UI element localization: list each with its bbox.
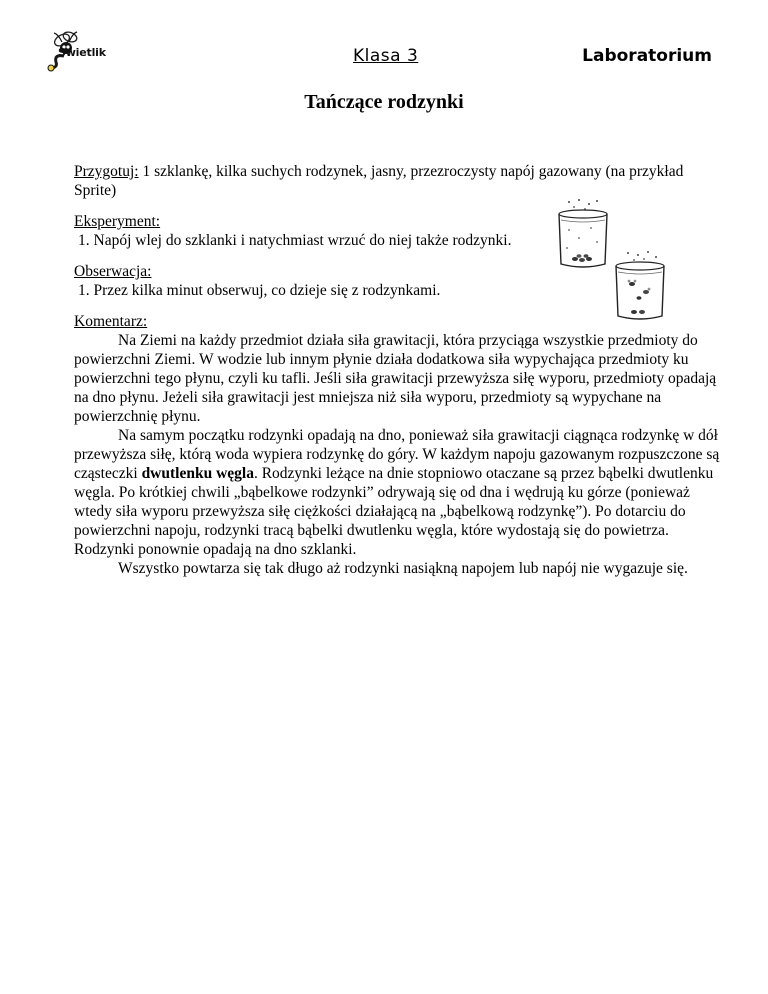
prepare-text: 1 szklankę, kilka suchych rodzynek, jasny, przezroczysty napój gazowany (na przykład Sprite) [74,163,684,199]
experiment-section [74,212,544,250]
observation-label: Obserwacja: [74,263,152,280]
prepare-section [74,162,724,200]
page-title: Tańczące rodzynki [304,91,464,113]
comment-paragraph-1: Na Ziemi na każdy przedmiot działa siła grawitacji, która przyciąga wszystkie przedmioty do powierzchni Ziemi. W wodzie lub innym płynie działa dodatkowa siła wypychająca przedmioty ku powierzchni tego płynu, czyli ku tafli. Jeśli siła grawitacji przewyższa siłę wyporu, przedmioty opadają na dno płynu. Jeżeli siła grawitacji jest mniejsza niż siła wyporu, przedmioty są wypychane na powierzchnię płynu. [74,332,717,425]
comment-paragraph-3: Wszystko powtarza się tak długo aż rodzynki nasiąkną napojem lub napój nie wygazuje się. [118,560,688,577]
comment-p2-bold: dwutlenku węgla [141,465,254,482]
observation-section [74,262,544,300]
experiment-step-1: 1. Napój wlej do szklanki i natychmiast wrzuć do niej także rodzynki. [78,232,512,249]
comment-section [74,312,724,578]
comment-paragraph-2 [74,426,724,559]
experiment-label: Eksperyment: [74,213,161,230]
class-label: Klasa 3 [353,46,419,66]
glass-raisins-bottom-icon [555,198,611,275]
section-label: Laboratorium [582,46,712,66]
logo-wordmark: Swietlik [58,46,106,59]
observation-step-1: 1. Przez kilka minut obserwuj, co dzieje się z rodzynkami. [78,282,441,299]
comment-p2-start: Na samym początku rodzynki opadają na dno, ponieważ siła grawitacji ciągnąca rodzynkę w dół przewyższa siłę, którą woda wypiera rodzynkę do góry. W każdym napoju gazowanym rozpuszczone są cząsteczki [74,427,720,482]
comment-label: Komentarz: [74,313,148,330]
prepare-label: Przygotuj: [74,163,139,180]
comment-p2-end: . Rodzynki leżące na dnie stopniowo otaczane są przez bąbelki dwutlenku węgla. Po krótkiej chwili „bąbelkowe rodzynki” odrywają się od dna i wędrują ku górze (ponieważ wtedy siła wyporu przewyższa siłę ciężkości działającą na „bąbelkową rodzynkę”). Po dotarciu do powierzchni napoju, rodzynki tracą bąbelki dwutlenku węgla, które wydostają się do powietrza. Rodzynki ponownie opadają na dno szklanki. [74,465,714,558]
